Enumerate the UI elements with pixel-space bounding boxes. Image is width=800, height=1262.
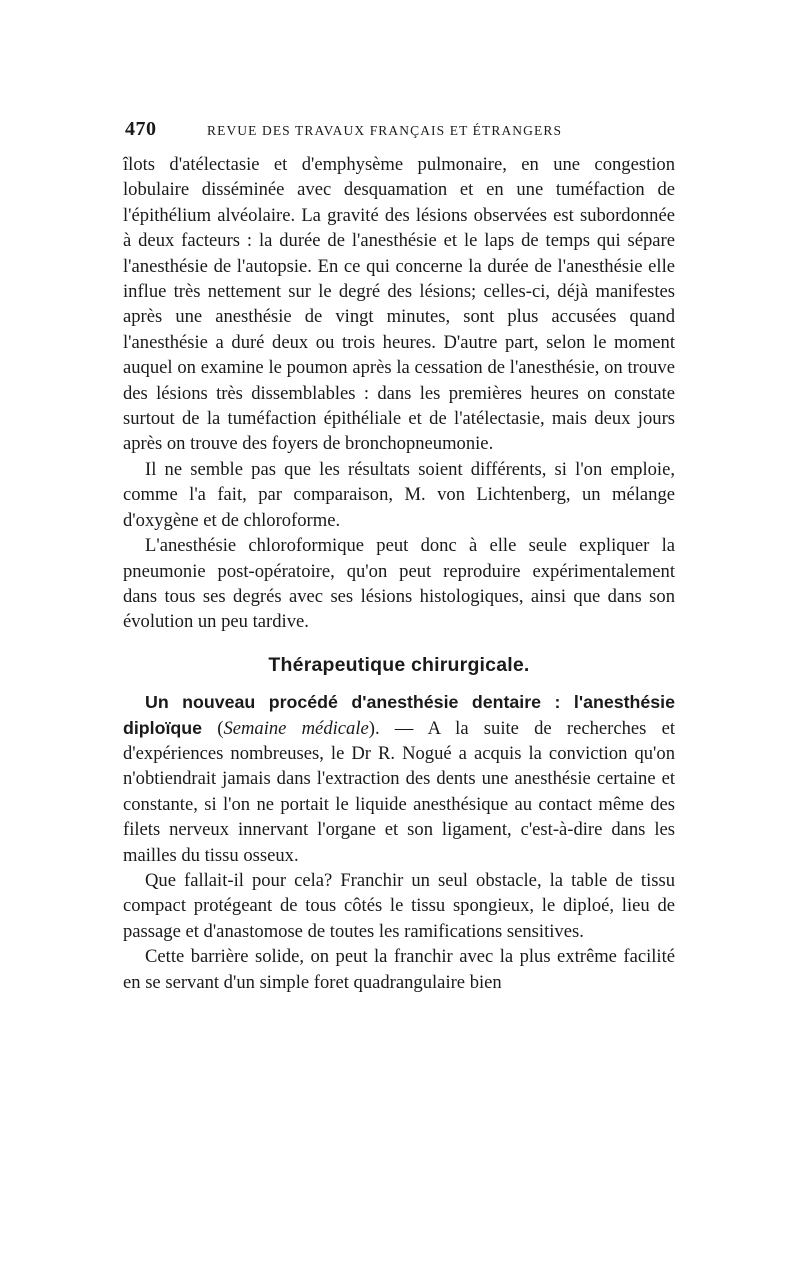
- paragraph: Il ne semble pas que les résultats soient différents, si l'on emploie, comme l'a fait, par comparaison, M. von Lichtenberg, un mélange d'oxygène et de chloroforme.: [123, 458, 675, 531]
- article-source: Semaine médicale: [223, 717, 369, 739]
- paragraph: Que fallait-il pour cela? Franchir un seul obstacle, la table de tissu compact protégeant de tous côtés le tissu spongieux, le diploé, lieu de passage et d'anastomose de toutes les ramifications sensitives.: [123, 869, 675, 942]
- article-text: — A la suite de recherches et d'expériences nombreuses, le Dr R. Nogué a acquis la conviction qu'on n'obtiendrait jamais dans l'extraction des dents une anesthésie certaine et constante, si l'on ne portait le liquide anesthésique au contact même des filets nerveux innervant l'organe et son ligament, c'est-à-dire dans les mailles du tissu osseux.: [123, 717, 675, 866]
- page-number: 470: [125, 118, 157, 140]
- section-title: Thérapeutique chirurgicale.: [268, 653, 530, 676]
- article-lead-in: Un nouveau procédé d'anesthésie dentaire : l'anesthésie diploïque: [123, 692, 675, 738]
- paragraph: L'anesthésie chloroformique peut donc à elle seule expliquer la pneumonie post-opératoire, qu'on peut reproduire expérimentalement dans tous ses degrés avec ses lésions histologiques, ainsi que dans son évolution un peu tardive.: [123, 535, 675, 633]
- paragraph: Cette barrière solide, on peut la franchir avec la plus extrême facilité en se servant d'un simple foret quadrangulaire bien: [123, 946, 675, 993]
- document-page: [123, 118, 675, 995]
- paragraph: îlots d'atélectasie et d'emphysème pulmonaire, en une congestion lobulaire disséminée avec desquamation et en une tuméfaction de l'épithélium alvéolaire. La gravité des lésions observées est subordonnée à deux facteurs : la durée de l'anesthésie et le laps de temps qui sépare l'anesthésie de l'autopsie. En ce qui concerne la durée de l'anesthésie elle influe très nettement sur le degré des lésions; celles-ci, déjà manifestes après une anesthésie de vingt minutes, sont plus accusées quand l'anesthésie a duré deux ou trois heures. D'autre part, selon le moment auquel on examine le poumon après la cessation de l'anesthésie, on trouve des lésions très dissemblables : dans les premières heures on constate surtout de la tuméfaction épithéliale et de l'atélectasie, mais deux jours après on trouve des foyers de bronchopneumonie.: [123, 154, 675, 455]
- journal-title: REVUE DES TRAVAUX FRANÇAIS ET ÉTRANGERS: [207, 123, 563, 138]
- body-text: [123, 152, 675, 995]
- source-open: (: [202, 717, 224, 739]
- running-head: [123, 118, 675, 144]
- article-paragraph: [123, 690, 675, 868]
- source-close: ).: [368, 717, 380, 739]
